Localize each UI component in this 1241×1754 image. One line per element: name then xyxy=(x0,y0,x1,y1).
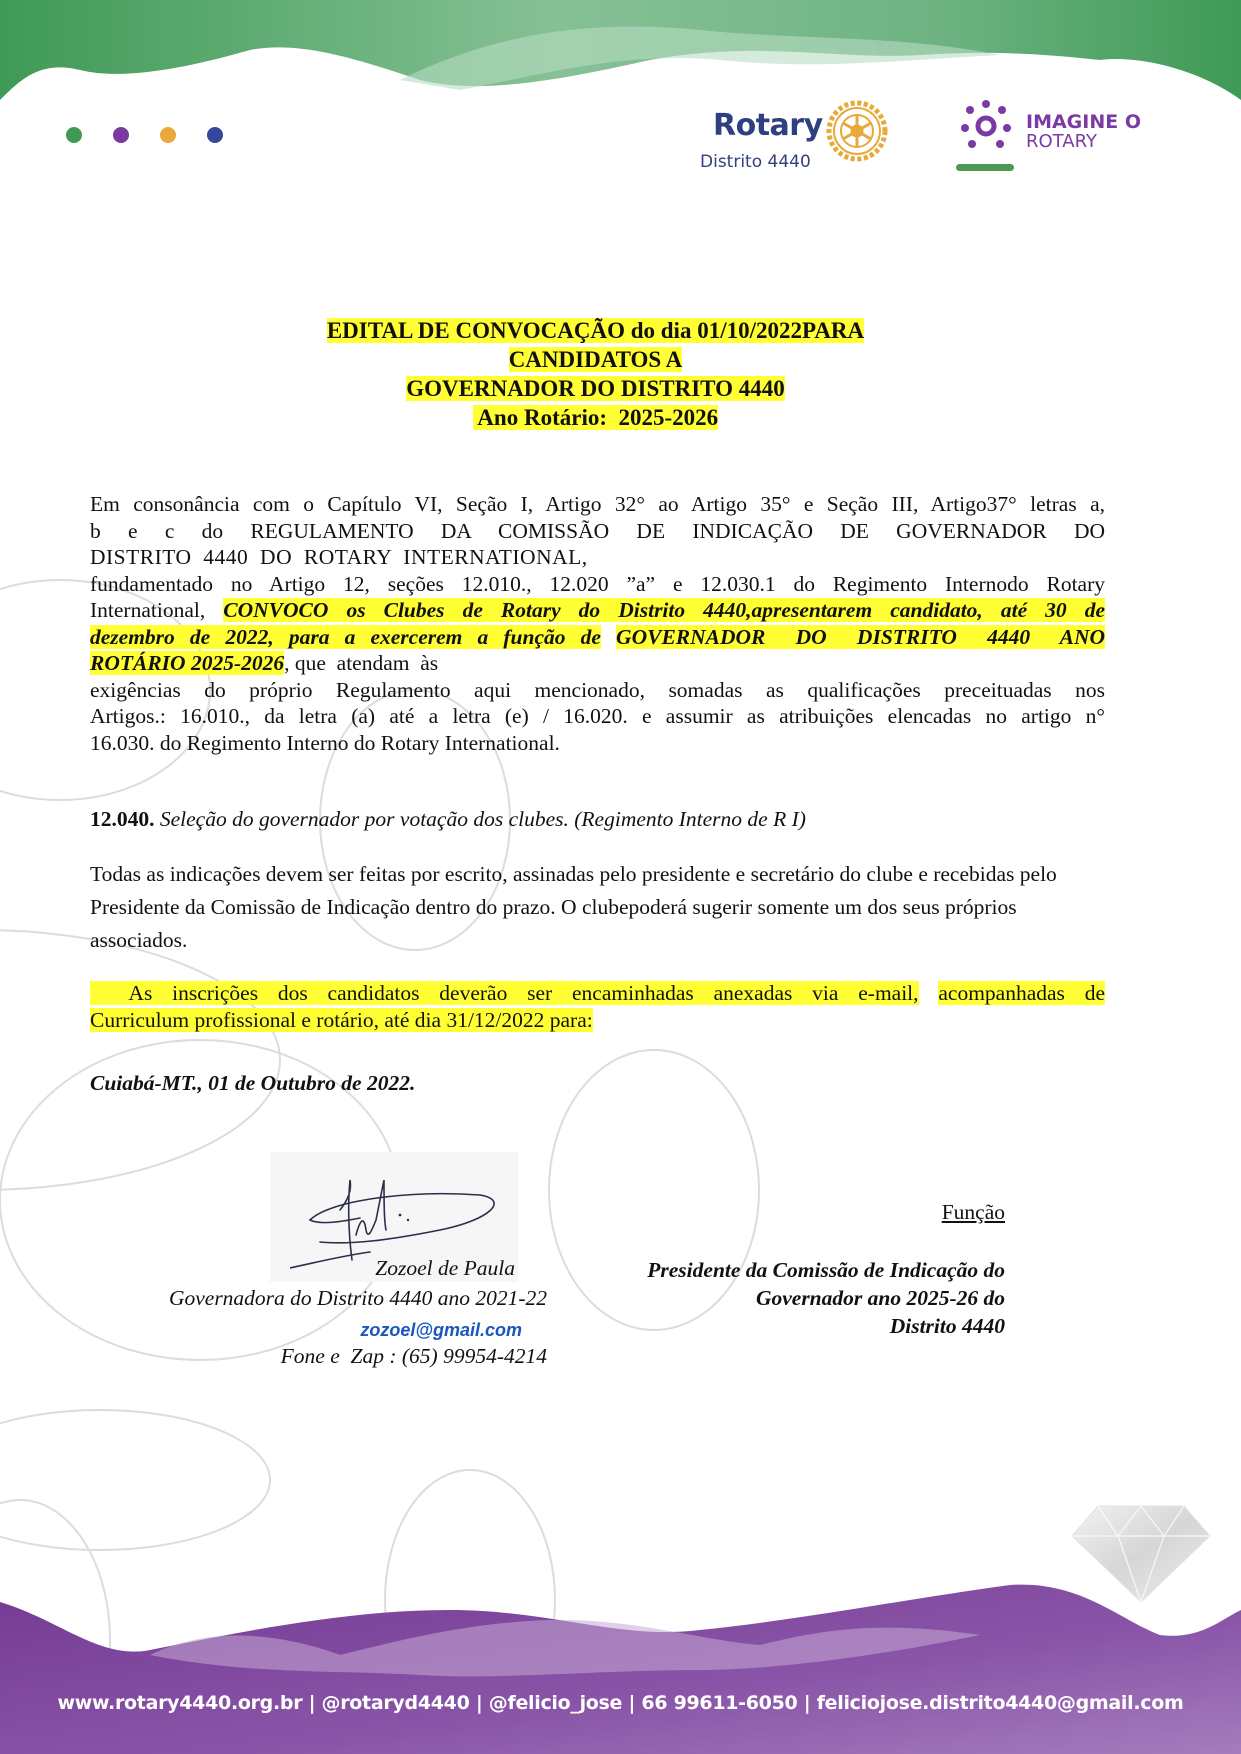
footer-wave-banner xyxy=(0,1580,1241,1754)
signatory-name: Zozoel de Paula xyxy=(375,1256,515,1280)
title-line-4: Ano Rotário: 2025-2026 xyxy=(472,405,719,430)
p4-line-2-highlight: Curriculum profissional e rotário, até dia 31/12/2022 para: xyxy=(90,1007,593,1032)
paragraph-convocation xyxy=(90,491,1105,756)
p4-line-1-highlight-a: As inscrições dos candidatos deverão ser encaminhadas anexadas via e-mail, xyxy=(90,981,919,1005)
signatory-role: Governadora do Distrito 4440 ano 2021-22 xyxy=(168,1286,547,1310)
title-line-3: GOVERNADOR DO DISTRITO 4440 xyxy=(406,376,785,401)
committee-line-1: Presidente da Comissão de Indicação do xyxy=(647,1258,1005,1282)
footer-contact-info: www.rotary4440.org.br | @rotaryd4440 | @felicio_jose | 66 99611-6050 | feliciojose.distrito4440@gmail.com xyxy=(57,1692,1184,1714)
p1-line-10: 16.030. do Regimento Interno do Rotary International. xyxy=(90,730,560,755)
green-dot-icon xyxy=(66,127,82,143)
rotary-wheel-icon xyxy=(824,98,890,164)
p1-line-6-highlight-b: GOVERNADOR DO DISTRITO 4440 ANO xyxy=(616,624,1105,649)
committee-president-role xyxy=(560,1256,1005,1340)
header-color-dots xyxy=(66,127,223,143)
p1-line-2: b e c do REGULAMENTO DA COMISSÃO DE INDICAÇÃO DE GOVERNADOR DO xyxy=(90,518,1105,543)
document-title xyxy=(0,316,1191,432)
p1-line-1: Em consonância com o Capítulo VI, Seção I, Artigo 32° ao Artigo 35° e Seção III, Artigo37° letras a, xyxy=(90,492,1105,516)
blue-dot-icon xyxy=(207,127,223,143)
imagine-green-bar xyxy=(956,164,1014,171)
committee-line-2: Governador ano 2025-26 do xyxy=(755,1286,1005,1310)
signatory-phone: Fone e Zap : (65) 99954-4214 xyxy=(280,1344,547,1368)
paragraph-12040 xyxy=(90,806,1105,833)
rotary-wordmark: Rotary xyxy=(713,108,823,143)
p1-line-6-highlight-a: dezembro de 2022, para a exercerem a função de xyxy=(90,624,601,649)
title-line-2: CANDIDATOS A xyxy=(508,347,683,372)
rotary-district-logo xyxy=(700,98,900,178)
imagine-line1: IMAGINE O xyxy=(1026,111,1141,133)
p1-line-8: exigências do próprio Regulamento aqui mencionado, somadas as qualificações preceituadas nos xyxy=(90,677,1105,702)
orange-dot-icon xyxy=(160,127,176,143)
paragraph-indications: Todas as indicações devem ser feitas por escrito, assinadas pelo presidente e secretário do clube e recebidas pelo Presidente da Comissão de Indicação dentro do prazo. O clubepoderá sugerir somente um dos seus próprios associados. xyxy=(90,862,1057,952)
function-label: Função xyxy=(941,1200,1005,1224)
p1-line-9: Artigos.: 16.010., da letra (a) até a letra (e) / 16.020. e assumir as atribuições elencadas no artigo n° xyxy=(90,704,1105,728)
p1-line-4: fundamentado no Artigo 12, seções 12.010., 12.020 ”a” e 12.030.1 do Regimento Internodo Rotary xyxy=(90,571,1105,596)
p1-line-5-prefix: International, xyxy=(90,598,224,622)
purple-dot-icon xyxy=(113,127,129,143)
section-description: Seleção do governador por votação dos clubes. (Regimento Interno de R I) xyxy=(154,807,806,831)
imagine-o-rotary-logo xyxy=(956,98,1166,178)
imagine-line2: ROTARY xyxy=(1026,131,1097,152)
place-and-date: Cuiabá-MT., 01 de Outubro de 2022. xyxy=(90,1071,416,1095)
signatory-email-link[interactable]: zozoel@gmail.com xyxy=(360,1320,522,1340)
p4-line-1-highlight-b: acompanhadas de xyxy=(938,981,1106,1005)
p1-line-3: DISTRITO 4440 DO ROTARY INTERNATIONAL, xyxy=(90,545,588,569)
paragraph-registrations xyxy=(90,980,1105,1033)
p1-line-7-rest: , que atendam às xyxy=(284,651,439,675)
imagine-sun-icon xyxy=(958,98,1014,154)
p1-convoco-highlight: CONVOCO os Clubes de Rotary do Distrito 4440,apresentarem candidato, até 30 de xyxy=(223,598,1106,622)
p1-line-7-highlight: ROTÁRIO 2025-2026 xyxy=(90,651,285,675)
rotary-district-label: Distrito 4440 xyxy=(700,152,811,172)
committee-line-3: Distrito 4440 xyxy=(889,1314,1005,1338)
title-line-1: EDITAL DE CONVOCAÇÃO do dia 01/10/2022PARA xyxy=(326,318,865,343)
section-number: 12.040. xyxy=(90,807,155,831)
